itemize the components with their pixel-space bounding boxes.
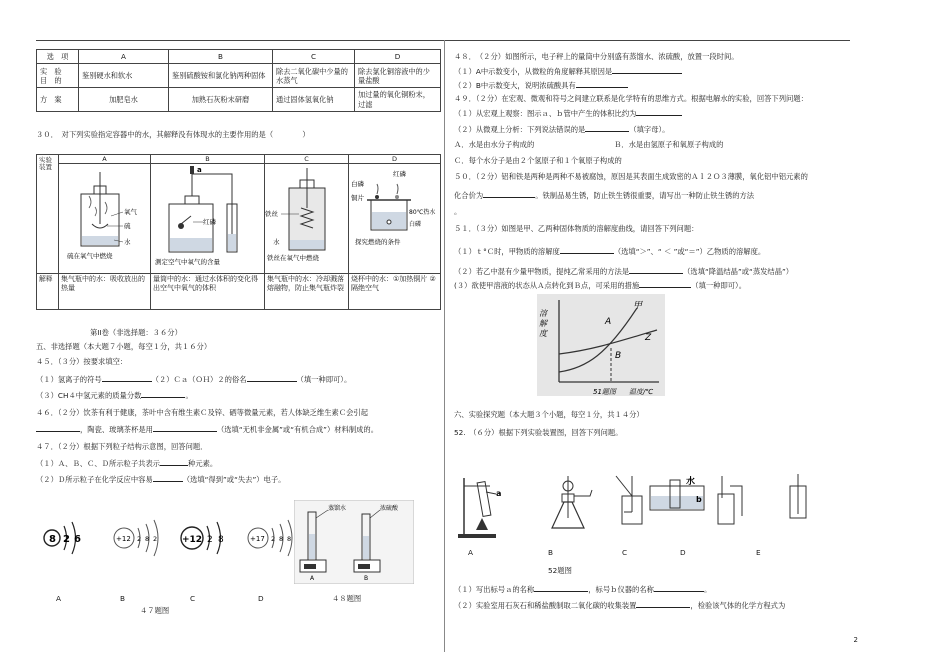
q49: ４９．（２分）在宏观、微观和符号之间建立联系是化学特有的思维方式。根据电解水的实验，回答下列问题： — [454, 94, 808, 103]
q51: ５１．（３分）如图是甲、乙两种固体物质的溶解度曲线，请回答下列问题： — [454, 224, 699, 233]
apparatus-d-52 — [650, 475, 704, 510]
label-balance-b: B — [364, 575, 369, 582]
answer-blank[interactable] — [585, 124, 629, 132]
label-red-p-d: 红磷 — [393, 170, 406, 179]
answer-blank[interactable] — [153, 424, 217, 432]
part6-title: 六、实验探究题（本大题３个小题，每空１分，共１４分） — [454, 410, 644, 419]
answer-blank[interactable] — [636, 600, 690, 608]
label-white-p: 白磷 — [351, 180, 364, 189]
atom-diagrams — [36, 508, 306, 568]
col-head: A — [59, 155, 151, 164]
q51-line3: (３）欲使甲溶液的状态从Ａ点转化到Ｂ点，可采用的措施 （填一种即可）。 — [454, 281, 747, 290]
table-cell: 通过固体氢氧化钠 — [273, 88, 355, 112]
answer-blank[interactable] — [102, 374, 152, 382]
explain-cell: 烧杯中的水：①加热铜片 ②隔绝空气 — [349, 273, 441, 309]
q45-line3: （３）CH４中氢元素的质量分数 。 — [36, 391, 193, 400]
table-cell: 鉴别硬水和软水 — [79, 64, 169, 88]
q45-line1: （１）氢离子的符号 （２）Ｃａ（ＯＨ）２的俗名 （填一种即可）。 — [36, 375, 352, 384]
q46-line1: ４６．（２分）饮茶有利于健康，茶叶中含有维生素Ｃ及锌、硒等微量元素，若人体缺乏维生素Ｃ会引起 — [36, 408, 369, 417]
svg-text:+12: +12 — [182, 535, 203, 545]
q49-line1: （１）从宏观上观察：图示ａ、ｂ管中产生的体积比约为 — [454, 108, 682, 118]
label-s: 硫 — [124, 222, 131, 231]
atom-cap-c: C — [190, 594, 196, 603]
balance-figure — [294, 500, 414, 584]
apparatus-a-52 — [458, 478, 501, 538]
q50-line1: ５０．（２分）铝和铁是两种是两种不易被腐蚀，原因是其表面生成致密的Ａｌ２Ｏ３薄膜，氧化铝中铝元素的 — [454, 172, 808, 181]
svg-text:6: 6 — [74, 534, 81, 545]
q48-line1: （１）A中示数变小，从微粒的角度解释其原因是 — [454, 66, 682, 76]
explain-cell: 集气瓶中的水：冷却溅落熔融物，防止集气瓶炸裂 — [265, 273, 349, 309]
column-divider — [444, 40, 445, 652]
apparatus-b — [151, 164, 265, 274]
q46-line2: ，陶瓷、玻璃茶杯是用 （选填“无机非金属”或“有机合成”）材料制成的。 — [36, 424, 378, 434]
answer-blank[interactable] — [576, 80, 628, 88]
svg-text:2: 2 — [137, 535, 142, 543]
q49-option-a: Ａ．水是由水分子构成的 — [454, 140, 535, 149]
fig47-caption: ４７题图 — [140, 606, 170, 615]
apparatus-b-52 — [552, 476, 592, 528]
fig52-caption: 52题图 — [548, 566, 572, 575]
table-head: 解释 — [37, 273, 59, 309]
svg-text:2: 2 — [63, 534, 70, 545]
label-point-a: A — [605, 317, 612, 327]
table-cell: A — [79, 50, 169, 64]
svg-text:2: 2 — [207, 535, 213, 545]
table-cell: 鉴别硫酸铵和氯化钠两种固体 — [169, 64, 273, 88]
label-hot-water: 80℃热水 — [409, 209, 436, 217]
options-table — [36, 49, 441, 112]
table-cell: 加熟石灰粉末研磨 — [169, 88, 273, 112]
label-iron: 铁丝 — [265, 210, 278, 219]
answer-blank[interactable] — [654, 584, 704, 592]
answer-blank[interactable] — [153, 474, 183, 482]
answer-blank[interactable] — [247, 374, 297, 382]
q51-line1: （１）ｔ°Ｃ时，甲物质的溶解度 （选填“＞”、“ ＜ ”或“＝”）乙物质的溶解度。 — [454, 247, 766, 256]
part5-title: 五、非选择题（本大题７小题，每空１分，共１６分） — [36, 342, 212, 351]
sulfur-burning-figure — [59, 164, 149, 270]
table-cell: 加过量的氧化铜粉末，过滤 — [355, 88, 441, 112]
table-cell: D — [355, 50, 441, 64]
col-head: C — [265, 155, 349, 164]
top-rule — [36, 40, 850, 41]
atom-cap-d: D — [258, 594, 264, 603]
app-label-a: A — [468, 548, 473, 557]
atom-cap-b: B — [120, 594, 126, 603]
answer-blank[interactable] — [636, 108, 682, 116]
q47: ４７．（２分）根据下列粒子结构示意图，回答问题． — [36, 442, 208, 451]
curve-caption: 51题图 — [593, 388, 616, 396]
table-cell: C — [273, 50, 355, 64]
caption-a: 硫在氧气中燃烧 — [67, 252, 113, 261]
svg-text:+17: +17 — [250, 535, 265, 543]
fig48-caption: ４８题图 — [332, 594, 362, 603]
atom-c — [181, 522, 224, 554]
q52-line1: （１）写出标号ａ的名称 ，标号ｂ仪器的名称 。 — [454, 585, 712, 594]
app-label-d: D — [680, 548, 686, 557]
label-red-p: 红磷 — [203, 218, 216, 227]
svg-text:8: 8 — [218, 535, 224, 545]
col-head: D — [349, 155, 441, 164]
q52: 52. （６分）根据下列实验装置图，回答下列问题。 — [454, 428, 623, 437]
svg-text:2: 2 — [271, 535, 276, 543]
explain-cell: 量筒中的水：通过水体积的变化得出空气中氧气的体积 — [151, 273, 265, 309]
curve-ylabel-3: 度 — [539, 329, 547, 338]
label-jia: 甲 — [633, 301, 643, 311]
answer-blank[interactable] — [639, 280, 691, 288]
q51-line2: （２）若乙中混有少量甲物质，提纯乙常采用的方法是 （选填“降温结晶”或“蒸发结晶”） — [454, 267, 794, 276]
label-white-p2: 白磷 — [409, 221, 422, 229]
app-label-c: C — [622, 548, 628, 557]
q47-line2: （２）Ｄ所示粒子在化学反应中容易 （选填“得到”或“失去”）电子。 — [36, 475, 286, 484]
q48: ４８． （２分）如图所示，电子秤上的量筒中分别盛有蒸馏水、浓硫酸，放置一段时间。 — [454, 52, 739, 61]
table-head: 实验装置 — [37, 155, 59, 274]
table-head: 实 验 目 的 — [37, 64, 79, 88]
svg-text:8: 8 — [49, 534, 56, 545]
q50-line3: 。 — [454, 207, 462, 216]
answer-blank[interactable] — [560, 246, 614, 254]
answer-blank[interactable] — [612, 66, 682, 74]
svg-text:8: 8 — [145, 535, 150, 543]
combustion-condition-figure — [349, 164, 439, 270]
q52-line2: （２）实验室用石灰石和稀盐酸制取二氧化碳的收集装置 ，检验该气体的化学方程式为 — [454, 601, 786, 610]
answer-blank[interactable] — [160, 458, 188, 466]
label-balance-a: A — [310, 575, 315, 582]
answer-blank[interactable] — [534, 584, 588, 592]
q30-text: ３０． 对下列实验指定容器中的水，其解释没有体现水的主要作用的是（ ） — [36, 130, 310, 139]
svg-text:b: b — [696, 495, 702, 504]
atom-d — [248, 520, 292, 556]
explain-cell: 集气瓶中的水：吸收放出的热量 — [59, 273, 151, 309]
curve-xlabel: 温度/℃ — [629, 388, 654, 396]
label-a: a — [197, 166, 202, 175]
table-cell: 除去二氧化碳中少量的水蒸气 — [273, 64, 355, 88]
q50-line2: 化合价为 。铁制品易生锈，防止铁生锈很重要，请写出一种防止铁生锈的方法 — [454, 191, 755, 200]
svg-text:8: 8 — [287, 535, 292, 543]
q45: ４５．（３分）按要求填空： — [36, 357, 128, 366]
caption-c: 铁丝在氧气中燃烧 — [267, 254, 319, 263]
col-head: B — [151, 155, 265, 164]
app-label-b: B — [548, 548, 554, 557]
oxygen-content-figure — [151, 164, 263, 270]
apparatus-52-figure — [456, 472, 818, 546]
atom-cap-a: A — [56, 594, 61, 603]
table-cell: 除去氯化铜溶液中的少量盐酸 — [355, 64, 441, 88]
table-head: 选 项 — [37, 50, 79, 64]
q47-line1: （１）Ａ、Ｂ、Ｃ、Ｄ所示粒子共表示 种元素。 — [36, 459, 218, 468]
svg-text:水: 水 — [686, 477, 696, 487]
q49-line2: （２）从微观上分析：下列说法错误的是 （填字母）。 — [454, 125, 670, 134]
label-water: 水 — [124, 238, 131, 247]
apparatus-c — [265, 164, 349, 274]
apparatus-e-52 — [718, 474, 806, 524]
svg-text:a: a — [496, 489, 502, 498]
label-point-b: B — [615, 351, 622, 361]
table-head: 方 案 — [37, 88, 79, 112]
caption-b: 测定空气中氧气的含量 — [155, 258, 220, 267]
label-copper: 铜片 — [351, 194, 364, 203]
experiment-table — [36, 154, 441, 310]
part2-title: 第II卷（非选择题：３６分） — [90, 328, 182, 337]
answer-blank[interactable] — [483, 190, 535, 198]
label-z: Z — [645, 333, 652, 343]
answer-blank[interactable] — [629, 266, 683, 274]
label-distilled-water: 蒸馏水 — [328, 505, 347, 512]
label-o2: 氧气 — [124, 208, 137, 217]
atom-b — [114, 520, 158, 556]
apparatus-a — [59, 164, 151, 274]
svg-text:8: 8 — [279, 535, 284, 543]
solubility-curve-figure — [537, 294, 665, 396]
table-cell: 加肥皂水 — [79, 88, 169, 112]
svg-text:2: 2 — [153, 535, 158, 543]
q49-option-b: Ｂ．水是由氢原子和氧原子构成的 — [614, 140, 724, 149]
atom-a — [44, 522, 81, 554]
q49-option-c: Ｃ．每个水分子是由２个氢原子和１个氧原子构成的 — [454, 156, 622, 165]
svg-text:+12: +12 — [116, 535, 131, 543]
caption-d: 探究燃烧的条件 — [355, 238, 401, 247]
page-number: 2 — [853, 636, 858, 644]
answer-blank[interactable] — [141, 390, 185, 398]
q48-line2: （２）B中示数变大，说明浓硫酸具有 — [454, 80, 628, 90]
answer-blank[interactable] — [36, 424, 80, 432]
apparatus-d — [349, 164, 441, 274]
label-water-c: 水 — [273, 238, 280, 247]
app-label-e: E — [756, 548, 761, 557]
table-cell: B — [169, 50, 273, 64]
curve-ylabel-2: 解 — [539, 319, 547, 328]
curve-ylabel-1: 溶 — [539, 309, 547, 318]
label-conc-h2so4: 浓硫酸 — [380, 505, 399, 512]
iron-wire-figure — [265, 164, 347, 270]
apparatus-c-52 — [616, 476, 642, 524]
